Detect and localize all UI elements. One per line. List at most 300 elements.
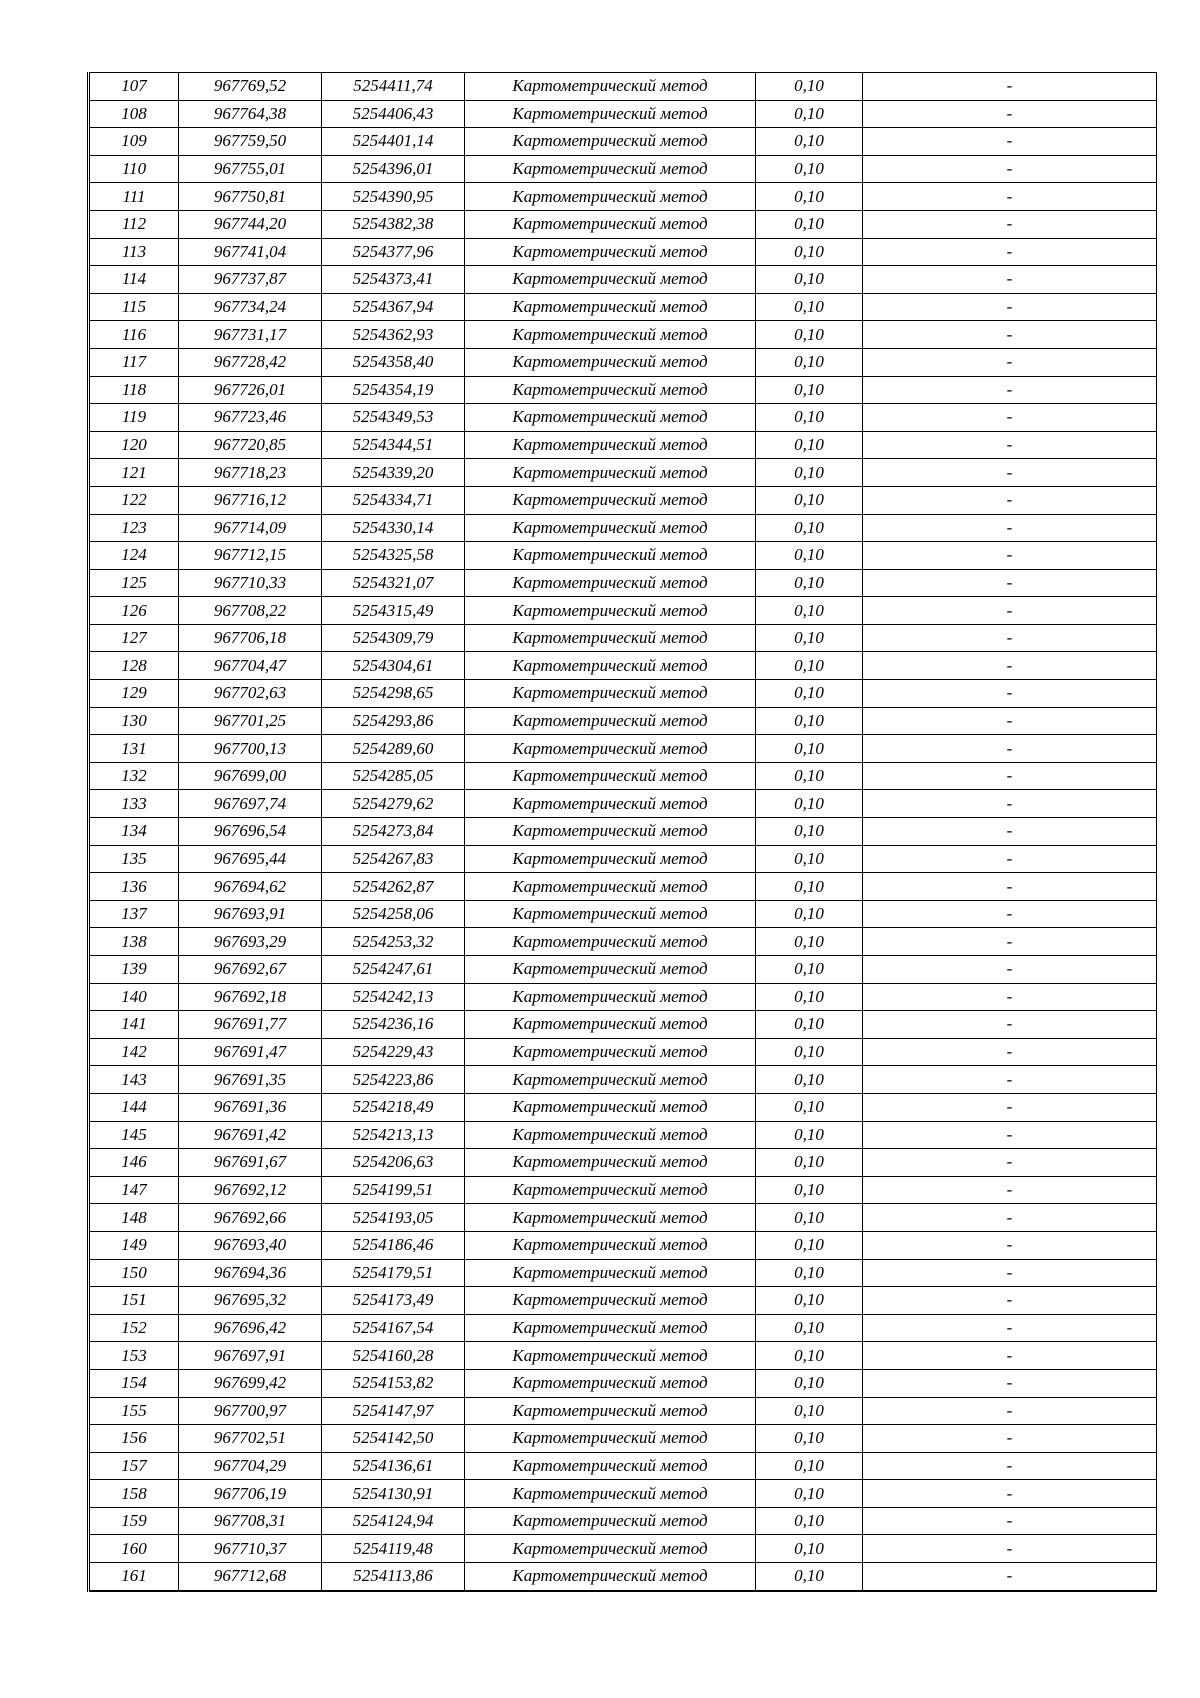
x-coordinate-cell: 967699,42 — [179, 1369, 322, 1397]
accuracy-cell: 0,10 — [756, 1535, 863, 1563]
accuracy-cell: 0,10 — [756, 321, 863, 349]
x-coordinate-cell: 967731,17 — [179, 321, 322, 349]
description-cell: - — [863, 597, 1157, 625]
x-coordinate-cell: 967710,37 — [179, 1535, 322, 1563]
y-coordinate-cell: 5254330,14 — [322, 514, 465, 542]
accuracy-cell: 0,10 — [756, 873, 863, 901]
x-coordinate-cell: 967769,52 — [179, 73, 322, 101]
table-row — [89, 873, 1157, 901]
method-cell: Картометрический метод — [465, 1011, 756, 1039]
x-coordinate-cell: 967750,81 — [179, 183, 322, 211]
table-row — [89, 100, 1157, 128]
y-coordinate-cell: 5254213,13 — [322, 1121, 465, 1149]
method-cell: Картометрический метод — [465, 486, 756, 514]
accuracy-cell: 0,10 — [756, 100, 863, 128]
y-coordinate-cell: 5254373,41 — [322, 266, 465, 294]
description-cell: - — [863, 238, 1157, 266]
description-cell: - — [863, 569, 1157, 597]
accuracy-cell: 0,10 — [756, 983, 863, 1011]
table-row — [89, 762, 1157, 790]
description-cell: - — [863, 1231, 1157, 1259]
method-cell: Картометрический метод — [465, 1425, 756, 1453]
y-coordinate-cell: 5254321,07 — [322, 569, 465, 597]
accuracy-cell: 0,10 — [756, 1397, 863, 1425]
description-cell: - — [863, 1507, 1157, 1535]
method-cell: Картометрический метод — [465, 1397, 756, 1425]
x-coordinate-cell: 967759,50 — [179, 128, 322, 156]
y-coordinate-cell: 5254377,96 — [322, 238, 465, 266]
y-coordinate-cell: 5254298,65 — [322, 680, 465, 708]
table-row — [89, 266, 1157, 294]
x-coordinate-cell: 967691,36 — [179, 1093, 322, 1121]
method-cell: Картометрический метод — [465, 1093, 756, 1121]
method-cell: Картометрический метод — [465, 1369, 756, 1397]
description-cell: - — [863, 542, 1157, 570]
x-coordinate-cell: 967764,38 — [179, 100, 322, 128]
method-cell: Картометрический метод — [465, 155, 756, 183]
description-cell: - — [863, 1480, 1157, 1508]
description-cell: - — [863, 762, 1157, 790]
y-coordinate-cell: 5254247,61 — [322, 956, 465, 984]
y-coordinate-cell: 5254223,86 — [322, 1066, 465, 1094]
point-number-cell: 133 — [89, 790, 179, 818]
table-row — [89, 73, 1157, 101]
method-cell: Картометрический метод — [465, 900, 756, 928]
accuracy-cell: 0,10 — [756, 928, 863, 956]
description-cell: - — [863, 1121, 1157, 1149]
method-cell: Картометрический метод — [465, 348, 756, 376]
accuracy-cell: 0,10 — [756, 1425, 863, 1453]
x-coordinate-cell: 967693,40 — [179, 1231, 322, 1259]
accuracy-cell: 0,10 — [756, 1563, 863, 1591]
description-cell: - — [863, 1176, 1157, 1204]
point-number-cell: 121 — [89, 459, 179, 487]
method-cell: Картометрический метод — [465, 845, 756, 873]
x-coordinate-cell: 967737,87 — [179, 266, 322, 294]
accuracy-cell: 0,10 — [756, 900, 863, 928]
point-number-cell: 156 — [89, 1425, 179, 1453]
description-cell: - — [863, 266, 1157, 294]
x-coordinate-cell: 967693,91 — [179, 900, 322, 928]
x-coordinate-cell: 967697,91 — [179, 1342, 322, 1370]
method-cell: Картометрический метод — [465, 404, 756, 432]
point-number-cell: 135 — [89, 845, 179, 873]
table-row — [89, 210, 1157, 238]
y-coordinate-cell: 5254349,53 — [322, 404, 465, 432]
method-cell: Картометрический метод — [465, 983, 756, 1011]
y-coordinate-cell: 5254160,28 — [322, 1342, 465, 1370]
table-row — [89, 1397, 1157, 1425]
point-number-cell: 114 — [89, 266, 179, 294]
accuracy-cell: 0,10 — [756, 1038, 863, 1066]
method-cell: Картометрический метод — [465, 1066, 756, 1094]
point-number-cell: 122 — [89, 486, 179, 514]
method-cell: Картометрический метод — [465, 73, 756, 101]
table-row — [89, 983, 1157, 1011]
description-cell: - — [863, 680, 1157, 708]
table-row — [89, 1342, 1157, 1370]
method-cell: Картометрический метод — [465, 238, 756, 266]
point-number-cell: 120 — [89, 431, 179, 459]
y-coordinate-cell: 5254362,93 — [322, 321, 465, 349]
x-coordinate-cell: 967691,35 — [179, 1066, 322, 1094]
table-row — [89, 1507, 1157, 1535]
method-cell: Картометрический метод — [465, 431, 756, 459]
y-coordinate-cell: 5254173,49 — [322, 1287, 465, 1315]
table-row — [89, 569, 1157, 597]
y-coordinate-cell: 5254279,62 — [322, 790, 465, 818]
point-number-cell: 157 — [89, 1452, 179, 1480]
accuracy-cell: 0,10 — [756, 652, 863, 680]
x-coordinate-cell: 967716,12 — [179, 486, 322, 514]
table-row — [89, 155, 1157, 183]
y-coordinate-cell: 5254218,49 — [322, 1093, 465, 1121]
x-coordinate-cell: 967706,19 — [179, 1480, 322, 1508]
y-coordinate-cell: 5254258,06 — [322, 900, 465, 928]
accuracy-cell: 0,10 — [756, 1314, 863, 1342]
accuracy-cell: 0,10 — [756, 155, 863, 183]
accuracy-cell: 0,10 — [756, 1342, 863, 1370]
point-number-cell: 107 — [89, 73, 179, 101]
accuracy-cell: 0,10 — [756, 624, 863, 652]
point-number-cell: 117 — [89, 348, 179, 376]
x-coordinate-cell: 967702,63 — [179, 680, 322, 708]
accuracy-cell: 0,10 — [756, 1121, 863, 1149]
table-row — [89, 597, 1157, 625]
method-cell: Картометрический метод — [465, 1342, 756, 1370]
description-cell: - — [863, 183, 1157, 211]
method-cell: Картометрический метод — [465, 1176, 756, 1204]
method-cell: Картометрический метод — [465, 514, 756, 542]
x-coordinate-cell: 967691,47 — [179, 1038, 322, 1066]
method-cell: Картометрический метод — [465, 542, 756, 570]
accuracy-cell: 0,10 — [756, 238, 863, 266]
description-cell: - — [863, 1563, 1157, 1591]
description-cell: - — [863, 956, 1157, 984]
y-coordinate-cell: 5254334,71 — [322, 486, 465, 514]
accuracy-cell: 0,10 — [756, 1093, 863, 1121]
description-cell: - — [863, 155, 1157, 183]
description-cell: - — [863, 1204, 1157, 1232]
x-coordinate-cell: 967741,04 — [179, 238, 322, 266]
y-coordinate-cell: 5254304,61 — [322, 652, 465, 680]
x-coordinate-cell: 967692,18 — [179, 983, 322, 1011]
accuracy-cell: 0,10 — [756, 1287, 863, 1315]
document-page — [87, 72, 1157, 1592]
point-number-cell: 118 — [89, 376, 179, 404]
method-cell: Картометрический метод — [465, 459, 756, 487]
accuracy-cell: 0,10 — [756, 293, 863, 321]
y-coordinate-cell: 5254267,83 — [322, 845, 465, 873]
x-coordinate-cell: 967744,20 — [179, 210, 322, 238]
x-coordinate-cell: 967712,68 — [179, 1563, 322, 1591]
y-coordinate-cell: 5254293,86 — [322, 707, 465, 735]
table-row — [89, 321, 1157, 349]
method-cell: Картометрический метод — [465, 293, 756, 321]
description-cell: - — [863, 431, 1157, 459]
table-row — [89, 348, 1157, 376]
method-cell: Картометрический метод — [465, 100, 756, 128]
description-cell: - — [863, 1369, 1157, 1397]
description-cell: - — [863, 652, 1157, 680]
accuracy-cell: 0,10 — [756, 569, 863, 597]
table-row — [89, 542, 1157, 570]
y-coordinate-cell: 5254325,58 — [322, 542, 465, 570]
point-number-cell: 150 — [89, 1259, 179, 1287]
description-cell: - — [863, 486, 1157, 514]
point-number-cell: 151 — [89, 1287, 179, 1315]
point-number-cell: 130 — [89, 707, 179, 735]
table-row — [89, 818, 1157, 846]
description-cell: - — [863, 1149, 1157, 1177]
table-row — [89, 486, 1157, 514]
point-number-cell: 109 — [89, 128, 179, 156]
method-cell: Картометрический метод — [465, 1452, 756, 1480]
table-row — [89, 707, 1157, 735]
accuracy-cell: 0,10 — [756, 1480, 863, 1508]
x-coordinate-cell: 967704,29 — [179, 1452, 322, 1480]
x-coordinate-cell: 967712,15 — [179, 542, 322, 570]
description-cell: - — [863, 818, 1157, 846]
point-number-cell: 112 — [89, 210, 179, 238]
point-number-cell: 148 — [89, 1204, 179, 1232]
y-coordinate-cell: 5254119,48 — [322, 1535, 465, 1563]
accuracy-cell: 0,10 — [756, 1011, 863, 1039]
accuracy-cell: 0,10 — [756, 1507, 863, 1535]
x-coordinate-cell: 967718,23 — [179, 459, 322, 487]
table-row — [89, 1314, 1157, 1342]
y-coordinate-cell: 5254382,38 — [322, 210, 465, 238]
table-row — [89, 404, 1157, 432]
table-row — [89, 1011, 1157, 1039]
x-coordinate-cell: 967704,47 — [179, 652, 322, 680]
y-coordinate-cell: 5254193,05 — [322, 1204, 465, 1232]
table-row — [89, 1425, 1157, 1453]
x-coordinate-cell: 967693,29 — [179, 928, 322, 956]
table-row — [89, 1231, 1157, 1259]
point-number-cell: 125 — [89, 569, 179, 597]
x-coordinate-cell: 967728,42 — [179, 348, 322, 376]
y-coordinate-cell: 5254206,63 — [322, 1149, 465, 1177]
description-cell: - — [863, 735, 1157, 763]
description-cell: - — [863, 873, 1157, 901]
accuracy-cell: 0,10 — [756, 956, 863, 984]
x-coordinate-cell: 967702,51 — [179, 1425, 322, 1453]
point-number-cell: 160 — [89, 1535, 179, 1563]
table-row — [89, 1480, 1157, 1508]
description-cell: - — [863, 128, 1157, 156]
y-coordinate-cell: 5254358,40 — [322, 348, 465, 376]
table-row — [89, 514, 1157, 542]
method-cell: Картометрический метод — [465, 707, 756, 735]
method-cell: Картометрический метод — [465, 1507, 756, 1535]
table-row — [89, 845, 1157, 873]
point-number-cell: 134 — [89, 818, 179, 846]
accuracy-cell: 0,10 — [756, 762, 863, 790]
x-coordinate-cell: 967694,62 — [179, 873, 322, 901]
point-number-cell: 152 — [89, 1314, 179, 1342]
point-number-cell: 141 — [89, 1011, 179, 1039]
accuracy-cell: 0,10 — [756, 1452, 863, 1480]
point-number-cell: 153 — [89, 1342, 179, 1370]
method-cell: Картометрический метод — [465, 680, 756, 708]
y-coordinate-cell: 5254147,97 — [322, 1397, 465, 1425]
point-number-cell: 140 — [89, 983, 179, 1011]
y-coordinate-cell: 5254339,20 — [322, 459, 465, 487]
description-cell: - — [863, 293, 1157, 321]
method-cell: Картометрический метод — [465, 1563, 756, 1591]
accuracy-cell: 0,10 — [756, 376, 863, 404]
x-coordinate-cell: 967710,33 — [179, 569, 322, 597]
coordinates-table-body — [89, 73, 1157, 1591]
table-row — [89, 900, 1157, 928]
table-row — [89, 459, 1157, 487]
y-coordinate-cell: 5254229,43 — [322, 1038, 465, 1066]
accuracy-cell: 0,10 — [756, 348, 863, 376]
accuracy-cell: 0,10 — [756, 1231, 863, 1259]
point-number-cell: 147 — [89, 1176, 179, 1204]
table-row — [89, 376, 1157, 404]
table-row — [89, 431, 1157, 459]
method-cell: Картометрический метод — [465, 762, 756, 790]
description-cell: - — [863, 1535, 1157, 1563]
y-coordinate-cell: 5254315,49 — [322, 597, 465, 625]
description-cell: - — [863, 404, 1157, 432]
point-number-cell: 155 — [89, 1397, 179, 1425]
description-cell: - — [863, 983, 1157, 1011]
method-cell: Картометрический метод — [465, 321, 756, 349]
y-coordinate-cell: 5254199,51 — [322, 1176, 465, 1204]
accuracy-cell: 0,10 — [756, 1066, 863, 1094]
y-coordinate-cell: 5254411,74 — [322, 73, 465, 101]
x-coordinate-cell: 967708,22 — [179, 597, 322, 625]
x-coordinate-cell: 967708,31 — [179, 1507, 322, 1535]
accuracy-cell: 0,10 — [756, 790, 863, 818]
x-coordinate-cell: 967700,13 — [179, 735, 322, 763]
y-coordinate-cell: 5254167,54 — [322, 1314, 465, 1342]
accuracy-cell: 0,10 — [756, 845, 863, 873]
x-coordinate-cell: 967697,74 — [179, 790, 322, 818]
point-number-cell: 146 — [89, 1149, 179, 1177]
x-coordinate-cell: 967714,09 — [179, 514, 322, 542]
x-coordinate-cell: 967720,85 — [179, 431, 322, 459]
point-number-cell: 127 — [89, 624, 179, 652]
accuracy-cell: 0,10 — [756, 73, 863, 101]
method-cell: Картометрический метод — [465, 266, 756, 294]
description-cell: - — [863, 1259, 1157, 1287]
accuracy-cell: 0,10 — [756, 431, 863, 459]
accuracy-cell: 0,10 — [756, 1259, 863, 1287]
table-row — [89, 790, 1157, 818]
x-coordinate-cell: 967701,25 — [179, 707, 322, 735]
point-number-cell: 124 — [89, 542, 179, 570]
table-row — [89, 293, 1157, 321]
x-coordinate-cell: 967695,32 — [179, 1287, 322, 1315]
point-number-cell: 144 — [89, 1093, 179, 1121]
description-cell: - — [863, 790, 1157, 818]
point-number-cell: 137 — [89, 900, 179, 928]
point-number-cell: 126 — [89, 597, 179, 625]
method-cell: Картометрический метод — [465, 1480, 756, 1508]
y-coordinate-cell: 5254236,16 — [322, 1011, 465, 1039]
description-cell: - — [863, 100, 1157, 128]
description-cell: - — [863, 73, 1157, 101]
y-coordinate-cell: 5254153,82 — [322, 1369, 465, 1397]
method-cell: Картометрический метод — [465, 1314, 756, 1342]
accuracy-cell: 0,10 — [756, 459, 863, 487]
y-coordinate-cell: 5254130,91 — [322, 1480, 465, 1508]
point-number-cell: 108 — [89, 100, 179, 128]
table-row — [89, 1535, 1157, 1563]
accuracy-cell: 0,10 — [756, 707, 863, 735]
point-number-cell: 159 — [89, 1507, 179, 1535]
point-number-cell: 139 — [89, 956, 179, 984]
point-number-cell: 119 — [89, 404, 179, 432]
accuracy-cell: 0,10 — [756, 1369, 863, 1397]
point-number-cell: 149 — [89, 1231, 179, 1259]
method-cell: Картометрический метод — [465, 624, 756, 652]
description-cell: - — [863, 1314, 1157, 1342]
accuracy-cell: 0,10 — [756, 266, 863, 294]
table-row — [89, 624, 1157, 652]
x-coordinate-cell: 967691,67 — [179, 1149, 322, 1177]
y-coordinate-cell: 5254253,32 — [322, 928, 465, 956]
method-cell: Картометрический метод — [465, 597, 756, 625]
y-coordinate-cell: 5254142,50 — [322, 1425, 465, 1453]
table-row — [89, 652, 1157, 680]
description-cell: - — [863, 459, 1157, 487]
description-cell: - — [863, 210, 1157, 238]
table-row — [89, 1563, 1157, 1591]
method-cell: Картометрический метод — [465, 183, 756, 211]
x-coordinate-cell: 967696,54 — [179, 818, 322, 846]
table-row — [89, 1038, 1157, 1066]
y-coordinate-cell: 5254273,84 — [322, 818, 465, 846]
point-number-cell: 115 — [89, 293, 179, 321]
y-coordinate-cell: 5254113,86 — [322, 1563, 465, 1591]
method-cell: Картометрический метод — [465, 818, 756, 846]
accuracy-cell: 0,10 — [756, 1149, 863, 1177]
method-cell: Картометрический метод — [465, 1287, 756, 1315]
description-cell: - — [863, 1093, 1157, 1121]
point-number-cell: 110 — [89, 155, 179, 183]
x-coordinate-cell: 967691,42 — [179, 1121, 322, 1149]
x-coordinate-cell: 967691,77 — [179, 1011, 322, 1039]
y-coordinate-cell: 5254354,19 — [322, 376, 465, 404]
point-number-cell: 132 — [89, 762, 179, 790]
accuracy-cell: 0,10 — [756, 542, 863, 570]
method-cell: Картометрический метод — [465, 956, 756, 984]
description-cell: - — [863, 376, 1157, 404]
description-cell: - — [863, 624, 1157, 652]
x-coordinate-cell: 967706,18 — [179, 624, 322, 652]
table-row — [89, 1287, 1157, 1315]
point-number-cell: 136 — [89, 873, 179, 901]
y-coordinate-cell: 5254309,79 — [322, 624, 465, 652]
description-cell: - — [863, 845, 1157, 873]
method-cell: Картометрический метод — [465, 1259, 756, 1287]
table-row — [89, 956, 1157, 984]
point-number-cell: 145 — [89, 1121, 179, 1149]
y-coordinate-cell: 5254396,01 — [322, 155, 465, 183]
x-coordinate-cell: 967700,97 — [179, 1397, 322, 1425]
table-row — [89, 1452, 1157, 1480]
table-row — [89, 238, 1157, 266]
point-number-cell: 143 — [89, 1066, 179, 1094]
method-cell: Картометрический метод — [465, 790, 756, 818]
description-cell: - — [863, 707, 1157, 735]
y-coordinate-cell: 5254289,60 — [322, 735, 465, 763]
